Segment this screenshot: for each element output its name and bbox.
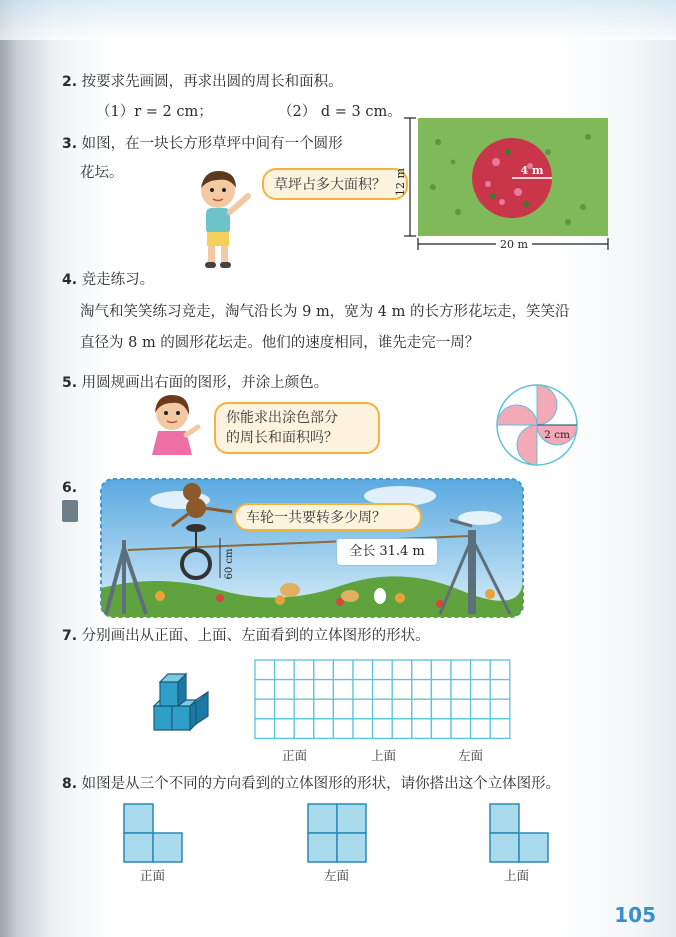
grid-cell[interactable] [373,660,393,680]
grid-cell[interactable] [451,719,471,739]
boy-figure [196,168,256,270]
q8-text: 如图是从三个不同的方向看到的立体图形的形状，请你搭出这个立体图形。 [81,776,561,792]
grid-cell[interactable] [255,680,275,700]
grid-cell[interactable] [451,680,471,700]
q2-part2: （2） d = 3 cm。 [278,104,402,120]
grid-cell[interactable] [471,699,491,719]
q7-caption-front: 正面 [282,748,308,763]
pinwheel-figure [492,380,582,470]
grid-cell[interactable] [412,699,432,719]
girl-figure [150,393,200,463]
grid-cell[interactable] [333,660,353,680]
q8-caption-front: 正面 [140,868,166,883]
grid-cell[interactable] [490,699,510,719]
q8-caption-top: 上面 [504,868,530,883]
grid-cell[interactable] [490,719,510,739]
q3-text-line1: 如图，在一块长方形草坪中间有一个圆形 [81,136,343,152]
grid-cell[interactable] [471,660,491,680]
q3-text-line2: 花坛。 [80,165,124,181]
unicycle-scene [100,478,524,618]
calculator-icon [62,500,78,522]
q5-speech-bubble [214,402,380,454]
q8-caption-left: 左面 [324,868,350,883]
q7-number: 7. [62,628,78,644]
grid-cell[interactable] [275,680,295,700]
q7-caption-top: 上面 [371,748,397,763]
pinwheel-radius-label: 2 cm [544,429,570,441]
q6-bubble-text: 车轮一共要转多少周？ [246,510,386,526]
q2-text: 按要求先画圆，再求出圆的周长和面积。 [81,74,343,90]
wheel-diameter-label: 60 cm [224,548,235,580]
grid-cell[interactable] [353,660,373,680]
page-top-gradient [0,0,676,40]
grid-cell[interactable] [255,699,275,719]
grid-cell[interactable] [490,680,510,700]
q6-number: 6. [62,480,78,496]
grid-cell[interactable] [412,660,432,680]
grid-cell[interactable] [490,660,510,680]
grid-cell[interactable] [353,680,373,700]
grid-cell[interactable] [314,680,334,700]
q3-bubble-text: 草坪占多大面积？ [274,177,386,193]
grid-cell[interactable] [431,699,451,719]
grid-cell[interactable] [392,660,412,680]
drawing-grid[interactable] [253,658,513,740]
page-number: 105 [614,903,656,927]
grid-cell[interactable] [392,719,412,739]
q8-text-line [62,774,560,794]
q5-text: 用圆规画出右面的图形，并涂上颜色。 [81,375,329,391]
q8-left-view [306,802,370,864]
grid-cell[interactable] [333,699,353,719]
q3-line1 [62,134,343,154]
grid-cell[interactable] [431,680,451,700]
q8-front-view [122,802,186,864]
grid-cell[interactable] [471,719,491,739]
q5-bubble-line2: 的周长和面积吗？ [226,430,338,446]
grid-cell[interactable] [353,699,373,719]
q5-number: 5. [62,375,78,391]
q3-speech-bubble [262,168,408,200]
q6-speech-bubble [234,503,422,531]
grid-cell[interactable] [255,660,275,680]
rope-length-label: 全长 31.4 m [336,538,438,566]
grid-cell[interactable] [314,719,334,739]
grid-cell[interactable] [373,719,393,739]
q2-part1: （1）r = 2 cm； [96,104,213,120]
q2-number: 2. [62,74,78,90]
q4-text-line1: 淘气和笑笑练习竞走，淘气沿长为 9 m，宽为 4 m 的长方形花坛走，笑笑沿 [80,304,570,320]
grid-cell[interactable] [412,719,432,739]
q4-title: 竞走练习。 [81,272,155,288]
grid-cell[interactable] [275,660,295,680]
height-label: 12 m [394,168,407,196]
cube-stack-figure [150,668,220,736]
q8-top-view [488,802,552,864]
grid-cell[interactable] [451,699,471,719]
grid-cell[interactable] [471,680,491,700]
q6-number-line [62,478,77,498]
grid-cell[interactable] [333,680,353,700]
grid-cell[interactable] [275,719,295,739]
q7-caption-left: 左面 [458,748,484,763]
grid-cell[interactable] [255,719,275,739]
grid-cell[interactable] [431,719,451,739]
grid-cell[interactable] [333,719,353,739]
grid-cell[interactable] [373,699,393,719]
q4-text-line2: 直径为 8 m 的圆形花坛走。他们的速度相同，谁先走完一周？ [80,335,480,351]
grid-cell[interactable] [431,660,451,680]
radius-label: 4 m [520,164,544,177]
grid-cell[interactable] [275,699,295,719]
grid-cell[interactable] [294,699,314,719]
q4-number: 4. [62,272,78,288]
q8-number: 8. [62,776,78,792]
q2-text-line [62,72,343,92]
grid-cell[interactable] [353,719,373,739]
grid-cell[interactable] [392,680,412,700]
q3-number: 3. [62,136,78,152]
grid-cell[interactable] [294,680,314,700]
q7-text: 分别画出从正面、上面、左面看到的立体图形的形状。 [81,628,430,644]
q5-text-line [62,373,328,393]
grid-cell[interactable] [314,699,334,719]
lawn-diagram [394,112,618,260]
grid-cell[interactable] [392,699,412,719]
q5-bubble-line1: 你能求出涂色部分 [226,410,338,426]
grid-cell[interactable] [294,660,314,680]
q4-title-line [62,270,154,290]
width-label: 20 m [500,238,528,251]
grid-cell[interactable] [451,660,471,680]
q7-text-line [62,626,430,646]
grid-cell[interactable] [314,660,334,680]
grid-cell[interactable] [373,680,393,700]
grid-cell[interactable] [412,680,432,700]
grid-cell[interactable] [294,719,314,739]
